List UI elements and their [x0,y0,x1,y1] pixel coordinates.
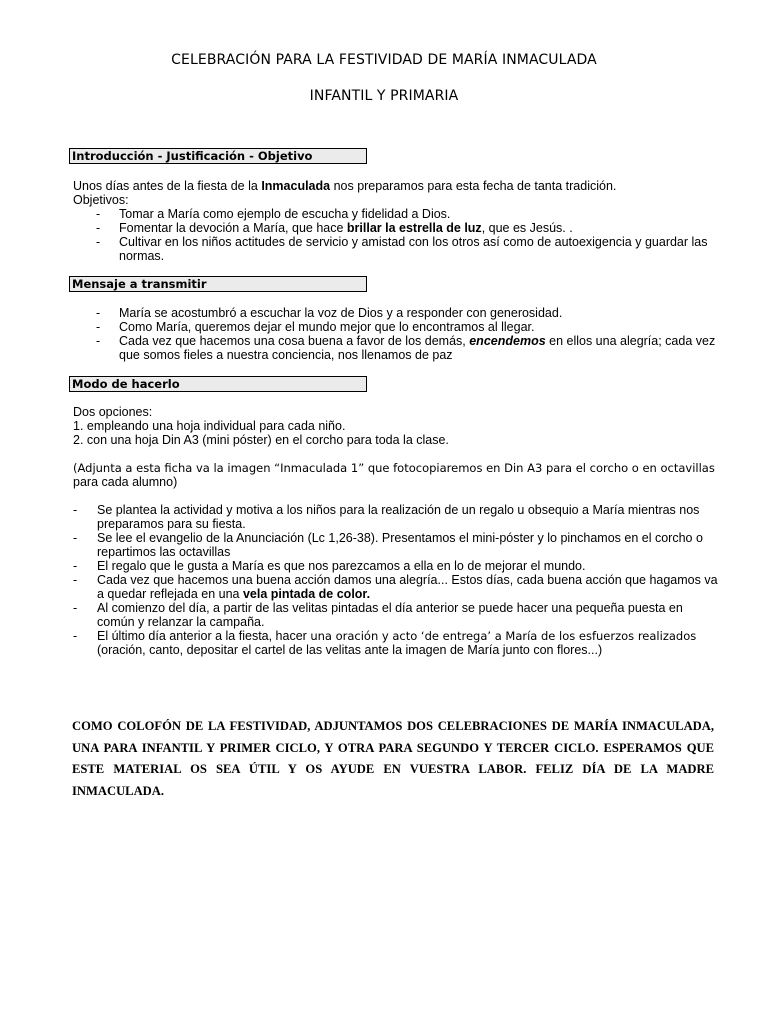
options-label: Dos opciones: [73,405,153,419]
message-item: - Como María, queremos dejar el mundo mejor que lo encontramos al llegar. [96,320,535,334]
list-dash: - [73,531,78,545]
message-item: - Cada vez que hacemos una cosa buena a favor de los demás, encendemos en ellos una alegría; cada vez que somos fieles a nuestra conciencia, nos llenamos de paz [96,334,716,362]
closing-paragraph: COMO COLOFÓN DE LA FESTIVIDAD, ADJUNTAMOS DOS CELEBRACIONES DE MARÍA INMACULADA, UNA PARA INFANTIL Y PRIMER CICLO, Y OTRA PARA SEGUNDO Y TERCER CICLO. ESPERAMOS QUE ESTE MATERIAL OS SEA ÚTIL Y OS AYUDE EN VUESTRA LABOR. FELIZ DÍA DE LA MADRE INMACULADA. [72,719,714,798]
list-dash: - [73,503,78,517]
objective-item: - Cultivar en los niños actitudes de servicio y amistad con los otros así como de autoexigencia y guardar las normas. [96,235,708,263]
list-dash: - [73,601,78,615]
list-dash: - [96,306,101,320]
document-subtitle: INFANTIL Y PRIMARIA [309,88,459,104]
option-1: 1. empleando una hoja individual para cada niño. [73,419,346,433]
list-dash: - [96,334,101,348]
intro-paragraph: Unos días antes de la fiesta de la Inmaculada nos preparamos para esta fecha de tanta tradición. [73,179,617,193]
list-dash: - [96,235,101,249]
step-item: - El regalo que le gusta a María es que nos parezcamos a ella en lo de mejorar el mundo. [73,559,586,573]
step-item: - Se plantea la actividad y motiva a los niños para la realización de un regalo u obsequio a María mientras nos preparamos para su fiesta. [73,503,700,531]
section-modo-steps [73,503,721,657]
section-heading-introduccion: Introducción - Justificación - Objetivo [69,148,367,164]
note-paragraph: (Adjunta a esta ficha va la imagen “Inmaculada 1” que fotocopiaremos en Din A3 para el corcho o en octavillas para cada alumno) [73,461,715,489]
document-title: CELEBRACIÓN PARA LA FESTIVIDAD DE MARÍA INMACULADA [171,52,597,68]
inmaculada-bold: Inmaculada [261,179,331,193]
list-dash: - [96,221,101,235]
list-dash: - [73,573,78,587]
list-dash: - [73,629,78,643]
objective-item: - Tomar a María como ejemplo de escucha y fidelidad a Dios. [96,207,451,221]
list-dash: - [96,207,101,221]
list-dash: - [96,320,101,334]
objective-item: - Fomentar la devoción a María, que hace brillar la estrella de luz, que es Jesús. . [96,221,573,235]
step-item: - Se lee el evangelio de la Anunciación (Lc 1,26-38). Presentamos el mini-póster y lo pinchamos en el corcho o repartimos las octavillas [73,531,703,559]
step-item: - Cada vez que hacemos una buena acción damos una alegría... Estos días, cada buena acción que hagamos va a quedar reflejada en una vela pintada de color. [73,573,718,601]
section-modo-body [73,405,721,489]
list-dash: - [73,559,78,573]
section-heading-modo: Modo de hacerlo [69,376,367,392]
section-heading-mensaje: Mensaje a transmitir [69,276,367,292]
message-item: - María se acostumbró a escuchar la voz de Dios y a responder con generosidad. [96,306,563,320]
step-item: - Al comienzo del día, a partir de las velitas pintadas el día anterior se puede hacer una pequeña puesta en común y relanzar la campaña. [73,601,683,629]
section-introduccion-body [73,179,723,263]
step-item: - El último día anterior a la fiesta, hacer una oración y acto ‘de entrega’ a María de los esfuerzos realizados (oración, canto, depositar el cartel de las velitas ante la imagen de María junto con flores...) [73,629,697,657]
option-2: 2. con una hoja Din A3 (mini póster) en el corcho para toda la clase. [73,433,449,447]
section-mensaje-body [73,306,723,362]
objectives-label: Objetivos: [73,193,129,207]
